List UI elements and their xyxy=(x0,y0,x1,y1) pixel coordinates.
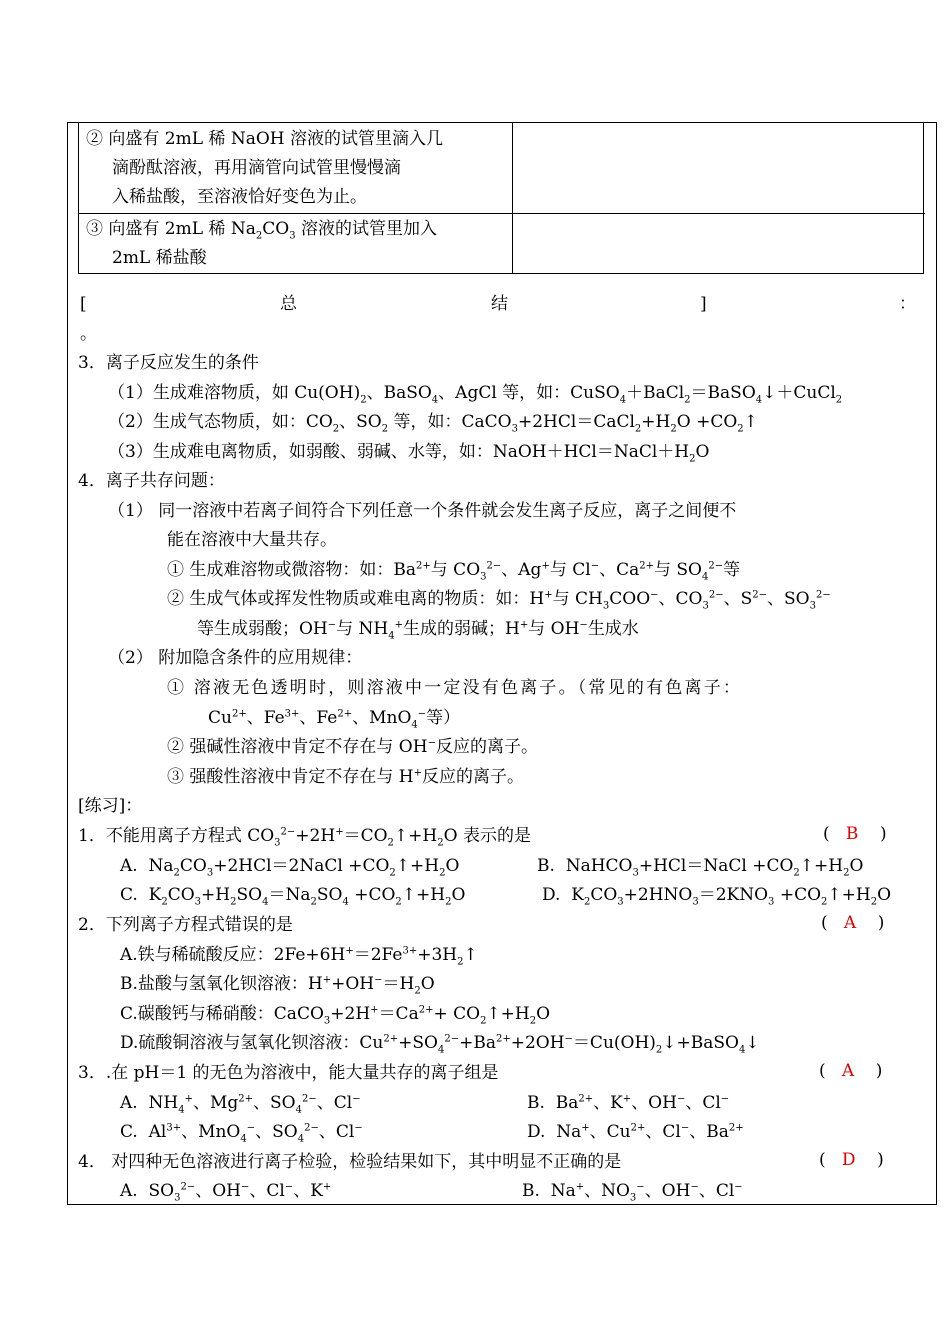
section4-c1: ① 生成难溶物或微溶物：如：$Ba^{2+}$与 $CO_3^{2-}$、Ag+与 Cl−、$Ca^{2+}$与 $SO_4^{2-}$等 xyxy=(167,560,741,583)
q2-option-c: C.碳酸钙与稀硝酸：$CaCO_3+2H^+=Ca^{2+}+$ $CO_2↑+H_2O$ xyxy=(120,1004,551,1027)
section4-r3: ③ 强酸性溶液中肯定不存在与 H+反应的离子。 xyxy=(167,767,525,787)
q4-answer: ( D ) xyxy=(819,1150,884,1170)
q2-stem: 2．下列离子方程式错误的是 xyxy=(78,915,293,935)
step2-line3: 入稀盐酸，至溶液恰好变色为止。 xyxy=(112,187,367,207)
q3-answer: ( A ) xyxy=(819,1061,883,1081)
summary-char-2: 结 xyxy=(491,294,508,314)
q3-option-d: D. Na+、$Cu^{2+}$、Cl−、$Ba^{2+}$ xyxy=(527,1122,744,1142)
section3-item3: （3）生成难电离物质，如弱酸、弱碱、水等，如：$NaOH+HCl=NaCl+H_2O$ xyxy=(108,442,710,465)
table-cell-step2 xyxy=(86,125,443,212)
q1-option-c: C. $K_2CO_3+H_2SO_4=Na_2SO_4$ $+CO_2↑+H_2O$ xyxy=(120,885,466,908)
section4-p1-line2: 能在溶液中大量共存。 xyxy=(167,530,337,550)
section3-title: 3．离子反应发生的条件 xyxy=(78,353,259,373)
table-cell-step3 xyxy=(86,215,437,273)
q3-option-c: C. $Al^{3+}$、MnO$_4$−、$SO_4^{2-}$、Cl− xyxy=(120,1122,363,1145)
step2-line2: 滴酚酞溶液，再用滴管向试管里慢慢滴 xyxy=(112,158,401,178)
section3-item2: （2）生成气态物质，如：$CO_2$、$SO_2$ 等，如：$CaCO_3+2HCl=CaCl_2+H_2O$ $+CO_2↑$ xyxy=(108,412,758,435)
q1-option-a: A. $Na_2CO_3+2HCl=2NaCl$ $+CO_2↑+H_2O$ xyxy=(120,856,460,879)
q1-stem: 1．不能用离子方程式 $CO_3^{2-}+2H^+=CO_2↑+H_2O$ 表示的是 xyxy=(78,826,531,849)
section4-r1-line1: ① 溶液无色透明时，则溶液中一定没有色离子。（常见的有色离子： xyxy=(167,678,743,698)
section4-c2-line2: 等生成弱酸；OH−与 $NH_4^+$生成的弱碱；H+与 OH−生成水 xyxy=(197,619,639,642)
summary-bracket-close: ] xyxy=(700,294,707,314)
q2-answer: ( A ) xyxy=(821,913,885,933)
section4-title: 4．离子共存问题： xyxy=(78,471,225,491)
q3-option-a: A. $NH_4^+$、$Mg^{2+}$、$SO_4^{2-}$、Cl− xyxy=(120,1093,361,1116)
q2-option-a: A.铁与稀硫酸反应：$2Fe+6H^+=2Fe^{3+}+3H_2↑$ xyxy=(120,945,478,968)
summary-char-1: 总 xyxy=(280,294,297,314)
table-row-divider xyxy=(79,213,925,214)
q4-option-a: A. $SO_3^{2-}$、OH−、Cl−、K+ xyxy=(120,1181,332,1204)
section4-p1-line1: （1） 同一溶液中若离子间符合下列任意一个条件就会发生离子反应，离子之间便不 xyxy=(108,501,737,521)
q1-option-b: B. NaHCO$_3$+HCl＝NaCl $+CO_2↑+H_2O$ xyxy=(537,856,864,879)
section4-r2: ② 强碱性溶液中肯定不存在与 OH−反应的离子。 xyxy=(167,737,538,757)
q3-stem: 3．.在 pH＝1 的无色为溶液中，能大量共存的离子组是 xyxy=(78,1063,499,1083)
section4-r1-line2: $Cu^{2+}$、$Fe^{3+}$、$Fe^{2+}$、MnO$_4$−等） xyxy=(208,708,461,731)
q2-option-b: B.盐酸与氢氧化钡溶液：$H^++OH^-=H_2O$ xyxy=(120,974,435,997)
section3-item1: （1）生成难溶物质，如 $Cu(OH)_2$、BaSO$_4$、AgCl 等，如：CuSO$_4$＋BaCl$_2$＝BaSO$_4$↓＋CuCl$_2$ xyxy=(108,383,843,406)
summary-colon: ： xyxy=(899,294,916,314)
q1-option-d: D. $K_2CO_3+2HNO_3=2KNO_3$ $+CO_2↑+H_2O$ xyxy=(542,885,892,908)
q2-option-d: D.硫酸铜溶液与氢氧化钡溶液：$Cu^{2+}+SO_4^{2-}+Ba^{2+}+2OH^-=Cu(OH)_2↓+BaSO_4↓$ xyxy=(120,1033,760,1056)
section4-p2: （2） 附加隐含条件的应用规律： xyxy=(108,648,363,668)
q3-option-b: B. $Ba^{2+}$、K+、OH−、Cl− xyxy=(527,1093,730,1113)
step2-line1: ② 向盛有 2mL 稀 NaOH 溶液的试管里滴入几 xyxy=(86,129,444,149)
summary-period: 。 xyxy=(80,324,97,344)
q1-answer: ( B ) xyxy=(823,824,887,844)
step3-line1: ③ 向盛有 2mL 稀 $Na_2CO_3$ 溶液的试管里加入 xyxy=(86,219,437,242)
table-column-divider xyxy=(512,123,513,273)
section4-c2-line1: ② 生成气体或挥发性物质或难电离的物质：如：H+与 $CH_3COO^-$、$CO_3^{2-}$、$S^{2-}$、$SO_3^{2-}$ xyxy=(167,589,831,612)
q4-option-b: B. Na+、$NO_3^-$、OH−、Cl− xyxy=(522,1181,743,1204)
practice-title: [练习]： xyxy=(78,796,143,816)
q4-stem: 4． 对四种无色溶液进行离子检验，检验结果如下，其中明显不正确的是 xyxy=(78,1152,622,1172)
step3-line2: 2mL 稀盐酸 xyxy=(112,248,207,268)
summary-bracket-open: [ xyxy=(80,294,87,314)
